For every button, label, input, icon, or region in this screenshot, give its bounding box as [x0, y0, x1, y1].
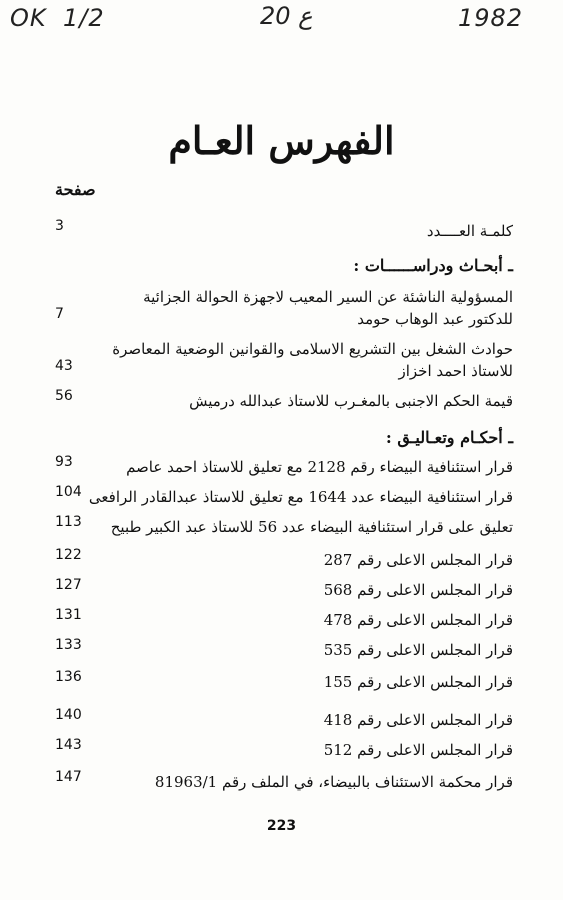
toc-entry-title: تعليق على قرار استئنافية البيضاء عدد 56 للاستاذ عبد الكبير طبيح — [110, 518, 513, 536]
toc-entry-page-number: 56 — [55, 388, 73, 404]
toc-entry-page-number: 133 — [55, 637, 82, 653]
handwritten-ok: OK — [10, 4, 47, 32]
handwritten-fraction: 1/2 — [63, 4, 105, 32]
toc-entry-page-number: 140 — [55, 707, 82, 723]
page-column-header: صفحة — [55, 180, 96, 199]
toc-entry-title: قرار المجلس الاعلى رقم 287 — [323, 551, 513, 569]
section-heading: ـ أبحـاث ودراســــــات : — [353, 256, 513, 275]
toc-entry-title: كلمـة العــــدد — [426, 222, 513, 240]
toc-entry-title: قرار استئنافية البيضاء رقم 2128 مع تعليق للاستاذ احمد عاصم — [126, 458, 513, 476]
toc-entry-page-number: 93 — [55, 454, 73, 470]
toc-entry-title: قرار المجلس الاعلى رقم 568 — [323, 581, 513, 599]
toc-entry-page-number: 131 — [55, 607, 82, 623]
section-heading: ـ أحكـام وتعـاليـق : — [385, 428, 513, 447]
toc-entry-title: قرار محكمة الاستئناف بالبيضاء، في الملف رقم 81963/1 — [154, 773, 513, 791]
handwritten-year: 1982 — [458, 4, 524, 32]
toc-entry-page-number: 136 — [55, 669, 82, 685]
toc-entry-title: قرار المجلس الاعلى رقم 512 — [323, 741, 513, 759]
toc-entry-page-number: 122 — [55, 547, 82, 563]
toc-entry-title: قرار استئنافية البيضاء عدد 1644 مع تعليق للاستاذ عبدالقادر الرافعى — [88, 488, 513, 506]
toc-entry-title: قرار المجلس الاعلى رقم 418 — [323, 711, 513, 729]
toc-entry-title: للدكتور عبد الوهاب حومد — [357, 310, 513, 328]
toc-entry-page-number: 127 — [55, 577, 82, 593]
toc-entry-page-number: 43 — [55, 358, 73, 374]
toc-entry-page-number: 7 — [55, 306, 64, 322]
page-title: الفهرس العـام — [168, 118, 395, 163]
toc-entry-page-number: 147 — [55, 769, 82, 785]
toc-entry-page-number: 113 — [55, 514, 82, 530]
footer-page-number: 223 — [266, 818, 297, 834]
toc-entry-title: للاستاذ احمد اخزاز — [398, 362, 513, 380]
toc-entry-title: المسؤولية الناشئة عن السير المعيب لاجهزة الحوالة الجزائية — [143, 288, 513, 306]
toc-entry-title: حوادث الشغل بين التشريع الاسلامى والقوانين الوضعية المعاصرة — [112, 340, 513, 358]
toc-entry-page-number: 3 — [55, 218, 64, 234]
toc-entry-page-number: 143 — [55, 737, 82, 753]
toc-entry-title: قرار المجلس الاعلى رقم 478 — [323, 611, 513, 629]
toc-entry-title: قيمة الحكم الاجنبى بالمغـرب للاستاذ عبدالله درميش — [189, 392, 513, 410]
toc-entry-title: قرار المجلس الاعلى رقم 155 — [323, 673, 513, 691]
handwritten-issue: ع 20 — [260, 2, 313, 30]
toc-entry-title: قرار المجلس الاعلى رقم 535 — [323, 641, 513, 659]
toc-entry-page-number: 104 — [55, 484, 82, 500]
